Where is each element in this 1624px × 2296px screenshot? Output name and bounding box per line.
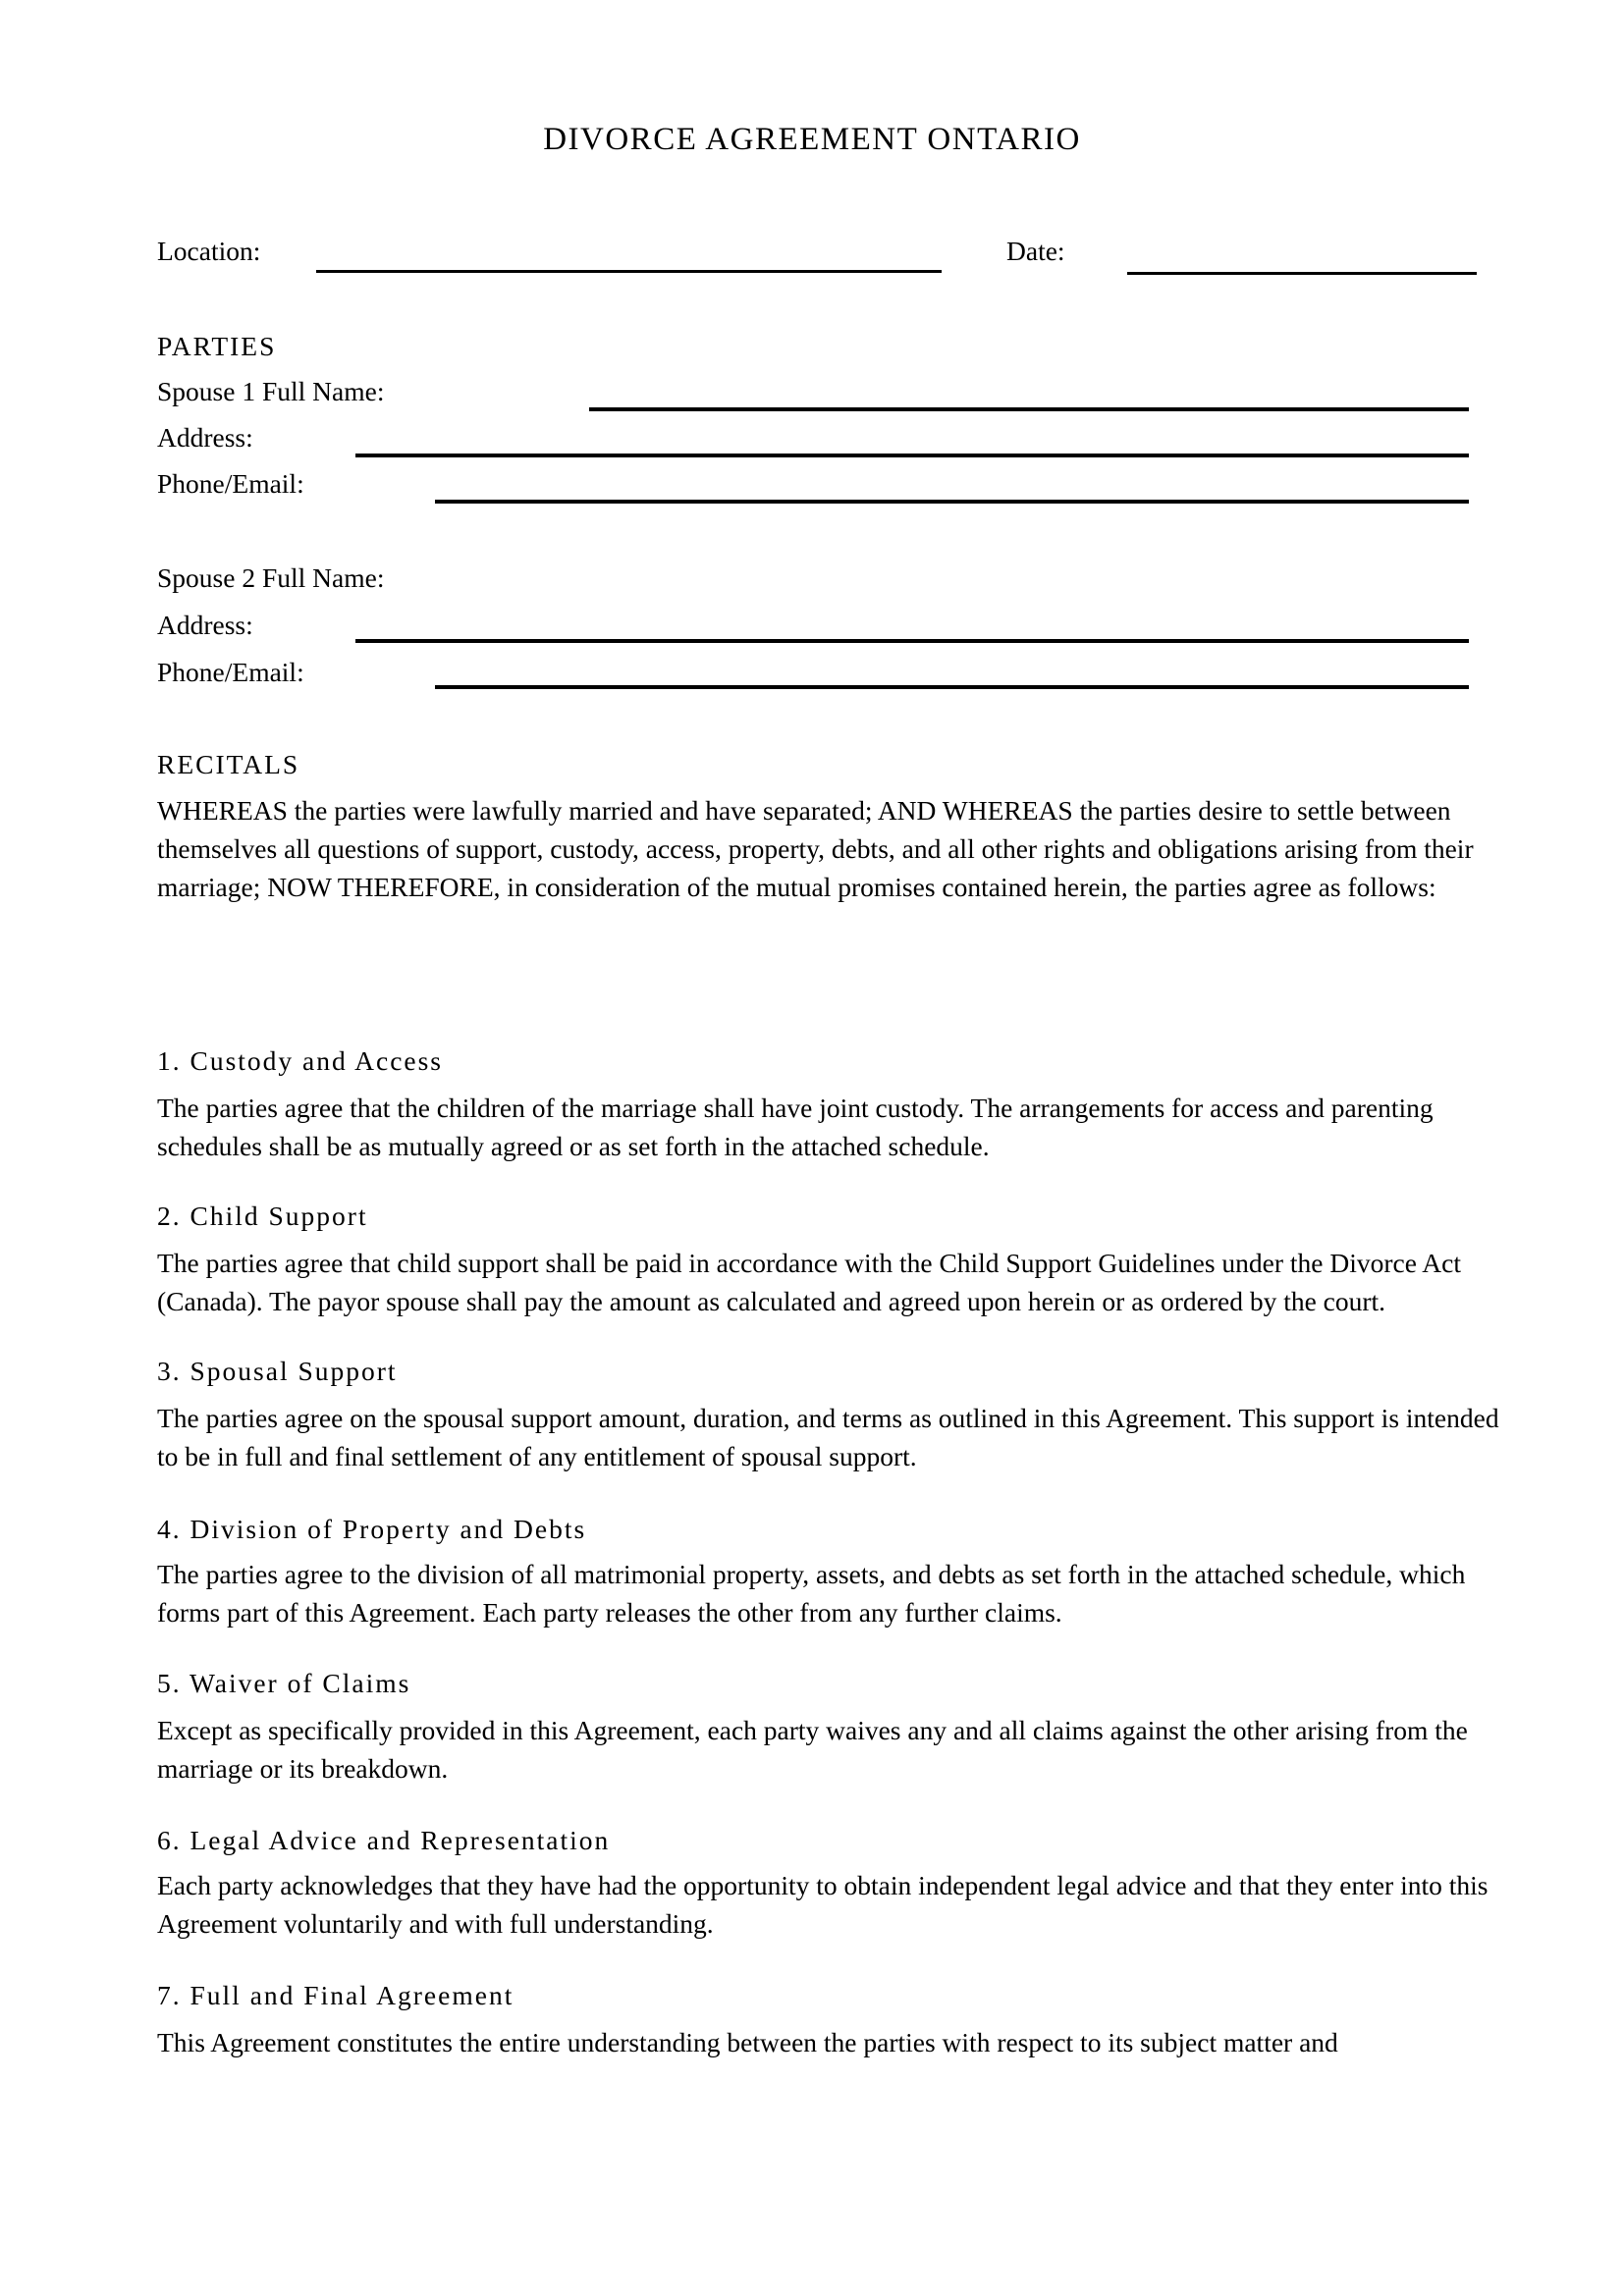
section-5-heading: 5. Waiver of Claims	[157, 1668, 411, 1698]
spouse1-phone-label: Phone/Email:	[157, 468, 304, 499]
spouse1-address-blank-line[interactable]	[355, 454, 1469, 457]
section-3-body: The parties agree on the spousal support amount, duration, and terms as outlined in this Agreement. This support is intended to be in full and final settlement of any entitlement of spousal support.	[157, 1403, 1499, 1471]
spouse2-phone-label: Phone/Email:	[157, 657, 304, 687]
spouse1-name-blank-line[interactable]	[589, 407, 1469, 411]
section-6-body: Each party acknowledges that they have had the opportunity to obtain independent legal advice and that they enter into this Agreement voluntarily and with full understanding.	[157, 1870, 1489, 1939]
section-2-heading: 2. Child Support	[157, 1201, 368, 1231]
spouse1-phone-blank-line[interactable]	[435, 500, 1469, 504]
section-5-body: Except as specifically provided in this Agreement, each party waives any and all claims against the other arising from the marriage or its breakdown.	[157, 1715, 1468, 1784]
date-label: Date:	[1006, 236, 1065, 266]
spouse1-address-label: Address:	[157, 422, 253, 453]
parties-heading: PARTIES	[157, 331, 277, 361]
section-2-body: The parties agree that child support shall be paid in accordance with the Child Support Guidelines under the Divorce Act (Canada). The payor spouse shall pay the amount as calculated and agreed upon herein or as ordered by the court.	[157, 1248, 1462, 1316]
spouse2-phone-blank-line[interactable]	[435, 685, 1469, 689]
spouse1-name-label: Spouse 1 Full Name:	[157, 376, 385, 406]
location-label: Location:	[157, 236, 261, 266]
spouse2-address-blank-line[interactable]	[355, 639, 1469, 643]
section-1-body: The parties agree that the children of the marriage shall have joint custody. The arrangements for access and parenting schedules shall be as mutually agreed or as set forth in the attached schedule.	[157, 1093, 1434, 1161]
spouse2-address-label: Address:	[157, 610, 253, 640]
section-6-heading: 6. Legal Advice and Representation	[157, 1825, 611, 1855]
section-1-heading: 1. Custody and Access	[157, 1045, 444, 1076]
section-3-heading: 3. Spousal Support	[157, 1356, 398, 1386]
section-4-body: The parties agree to the division of all matrimonial property, assets, and debts as set forth in the attached schedule, which forms part of this Agreement. Each party releases the other from any further claims.	[157, 1559, 1466, 1628]
recitals-heading: RECITALS	[157, 749, 300, 779]
recitals-text: WHEREAS the parties were lawfully married and have separated; AND WHEREAS the parties desire to settle between themselves all questions of support, custody, access, property, debts, and all other rights and obligations arising from their marriage; NOW THEREFORE, in consideration of the mutual promises contained herein, the parties agree as follows:	[157, 795, 1474, 902]
section-7-heading: 7. Full and Final Agreement	[157, 1980, 514, 2010]
location-blank-line[interactable]	[316, 270, 942, 273]
section-7-body: This Agreement constitutes the entire understanding between the parties with respect to its subject matter and	[157, 2027, 1338, 2057]
spouse2-name-label: Spouse 2 Full Name:	[157, 562, 385, 593]
date-blank-line[interactable]	[1127, 272, 1477, 275]
document-title: DIVORCE AGREEMENT ONTARIO	[543, 122, 1081, 157]
section-4-heading: 4. Division of Property and Debts	[157, 1514, 587, 1544]
